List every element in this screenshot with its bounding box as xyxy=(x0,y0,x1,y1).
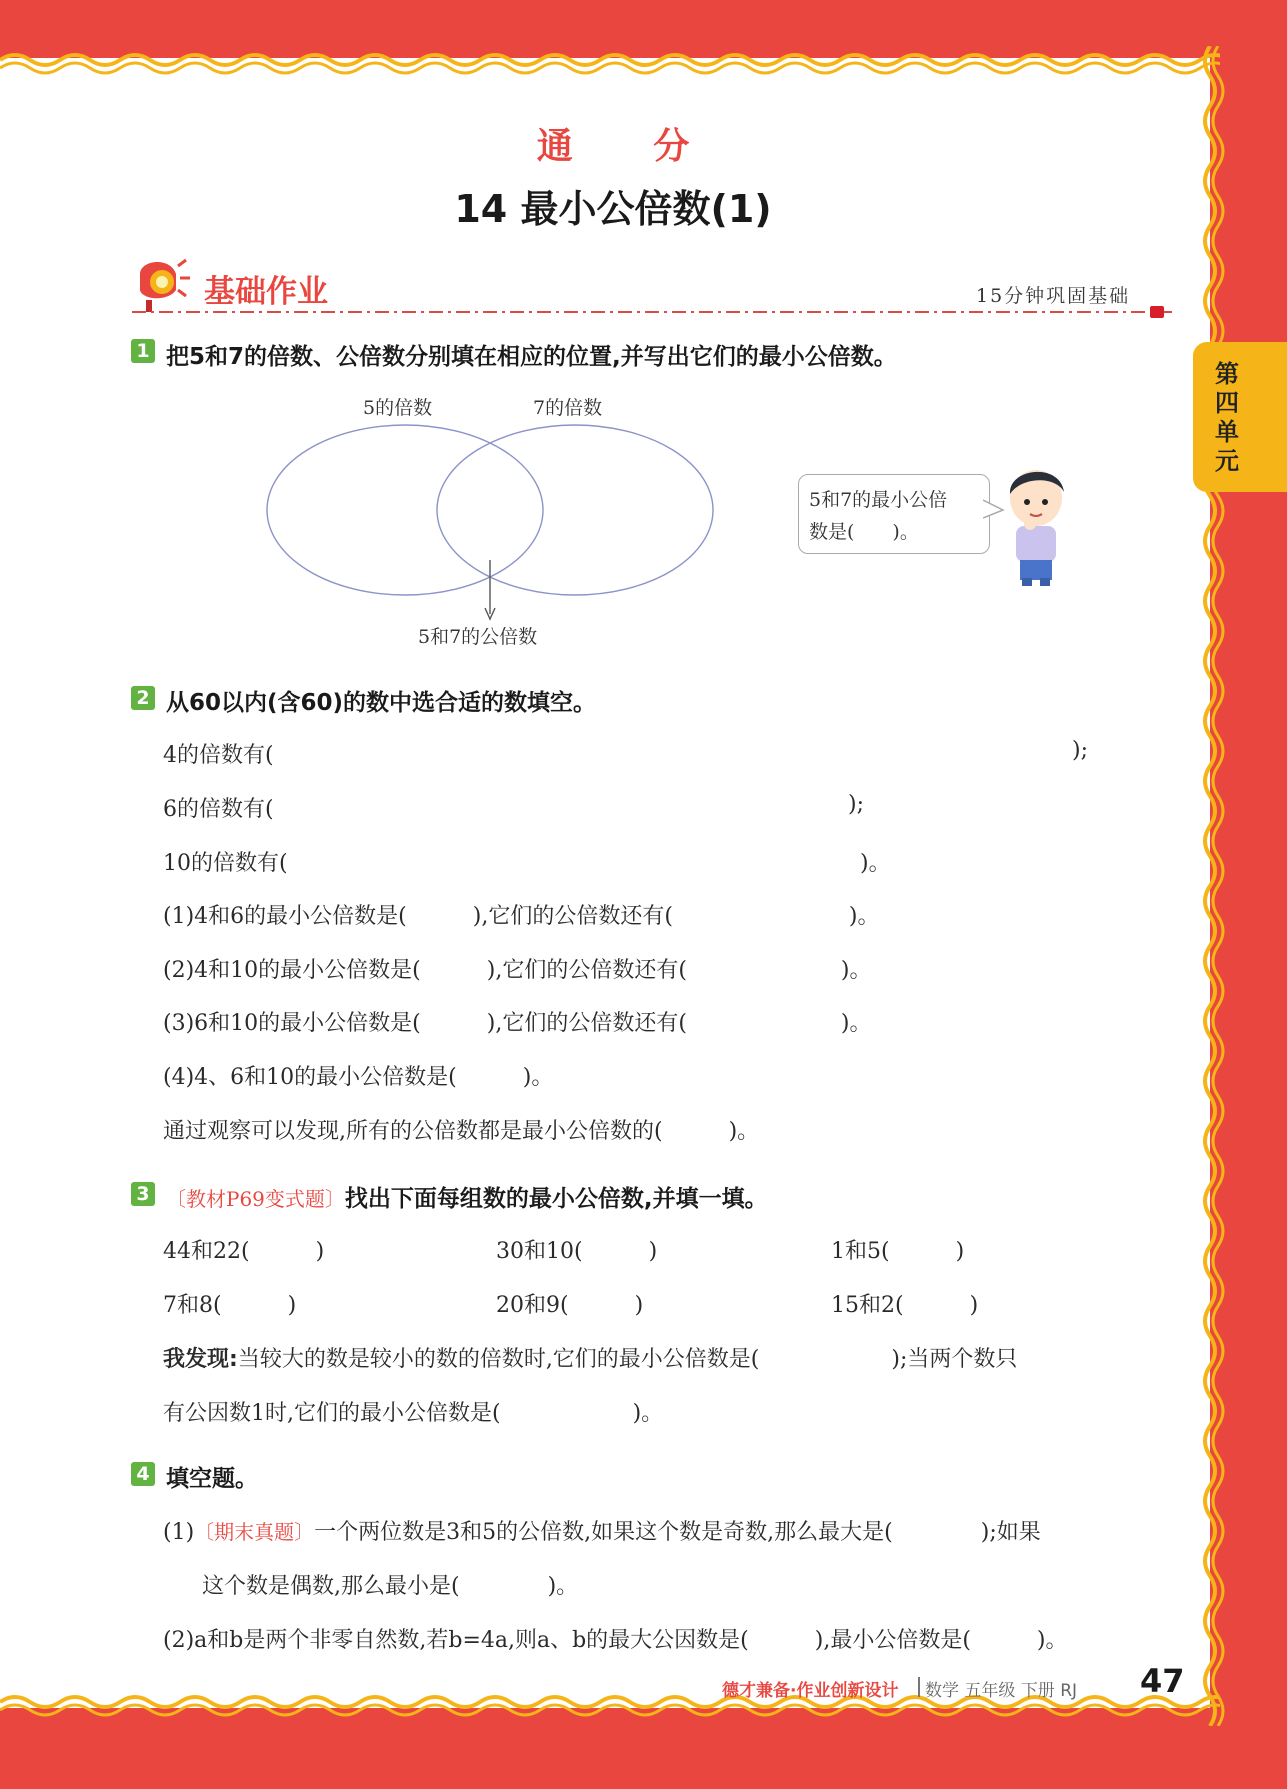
q4-item-1-text-1: 一个两位数是3和5的公倍数,如果这个数是奇数,那么最大是( );如果 xyxy=(314,1520,1041,1545)
q3-pair-20-9: 20和9( ) xyxy=(496,1293,644,1318)
speech-bubble xyxy=(798,474,990,554)
question-number-3: 3 xyxy=(131,1182,155,1206)
lesson-title: 14 最小公倍数(1) xyxy=(454,187,772,231)
footer-separator xyxy=(918,1677,920,1697)
q3-finding-label: 我发现: xyxy=(163,1347,238,1372)
q4-item-1-line-1 xyxy=(163,1515,1041,1546)
lesson-topic: 通 分 xyxy=(536,126,724,167)
section-divider xyxy=(132,311,1172,313)
q2-item-1: (1)4和6的最小公倍数是( ),它们的公倍数还有( )。 xyxy=(163,904,880,929)
q2-multiples-of-10: 10的倍数有( xyxy=(163,851,288,876)
q4-prompt: 填空题。 xyxy=(166,1466,258,1492)
megaphone-icon xyxy=(132,256,192,314)
venn-right-label: 7的倍数 xyxy=(533,397,603,419)
q3-prompt-line xyxy=(166,1180,768,1213)
q2-multiples-of-10-close: )。 xyxy=(860,851,891,876)
q2-multiples-of-6: 6的倍数有( xyxy=(163,797,274,822)
q3-prompt: 找出下面每组数的最小公倍数,并填一填。 xyxy=(344,1186,768,1212)
q4-item-1-line-2: 这个数是偶数,那么最小是( )。 xyxy=(202,1574,579,1599)
q1-prompt: 把5和7的倍数、公倍数分别填在相应的位置,并写出它们的最小公倍数。 xyxy=(166,344,897,370)
q4-item-2: (2)a和b是两个非零自然数,若b=4a,则a、b的最大公因数是( ),最小公倍数是( )。 xyxy=(163,1628,1068,1653)
q2-prompt: 从60以内(含60)的数中选合适的数填空。 xyxy=(166,690,597,716)
q2-observation: 通过观察可以发现,所有的公倍数都是最小公倍数的( )。 xyxy=(163,1119,760,1144)
q4-item-1-tag: 〔期末真题〕 xyxy=(194,1520,315,1544)
question-number-4: 4 xyxy=(131,1462,155,1486)
footer-brand: 德才兼备·作业创新设计 xyxy=(722,1681,899,1701)
section-title: 基础作业 xyxy=(204,274,328,310)
q3-pair-15-2: 15和2( ) xyxy=(831,1293,979,1318)
question-number-2: 2 xyxy=(131,686,155,710)
venn-circle-multiples-of-7 xyxy=(437,425,713,595)
q2-item-3: (3)6和10的最小公倍数是( ),它们的公倍数还有( )。 xyxy=(163,1011,872,1036)
unit-tab xyxy=(1193,342,1287,492)
venn-circle-multiples-of-5 xyxy=(267,425,543,595)
boy-character-icon xyxy=(1000,458,1072,588)
page-number: 47 xyxy=(1140,1662,1185,1700)
unit-tab-label: 第四单元 xyxy=(1215,360,1239,475)
q2-multiples-of-4: 4的倍数有( xyxy=(163,743,274,768)
q3-pair-1-5: 1和5( ) xyxy=(831,1239,965,1264)
footer-info: 数学 五年级 下册 RJ xyxy=(925,1681,1078,1701)
wavy-top-border xyxy=(0,46,1220,80)
q3-finding-line-1 xyxy=(163,1342,1017,1373)
q3-source-tag: 〔教材P69变式题〕 xyxy=(166,1187,345,1211)
venn-diagram xyxy=(260,418,720,630)
question-number-1: 1 xyxy=(131,339,155,363)
q2-item-4: (4)4、6和10的最小公倍数是( )。 xyxy=(163,1065,554,1090)
q2-item-2: (2)4和10的最小公倍数是( ),它们的公倍数还有( )。 xyxy=(163,958,872,983)
bubble-line-2: 数是( )。 xyxy=(809,521,919,543)
bubble-line-1: 5和7的最小公倍 xyxy=(809,489,948,511)
q2-multiples-of-6-close: ); xyxy=(848,792,864,817)
divider-end-cap xyxy=(1150,306,1164,318)
q3-pair-7-8: 7和8( ) xyxy=(163,1293,297,1318)
venn-common-label: 5和7的公倍数 xyxy=(418,626,538,648)
q2-multiples-of-4-close: ); xyxy=(1072,738,1088,763)
q4-item-1-prefix: (1) xyxy=(163,1520,195,1545)
venn-left-label: 5的倍数 xyxy=(363,397,433,419)
q3-pair-44-22: 44和22( ) xyxy=(163,1239,325,1264)
q3-finding-line-2: 有公因数1时,它们的最小公倍数是( )。 xyxy=(163,1401,664,1426)
q3-pair-30-10: 30和10( ) xyxy=(496,1239,658,1264)
q3-finding-text-1: 当较大的数是较小的数的倍数时,它们的最小公倍数是( );当两个数只 xyxy=(237,1347,1018,1372)
wavy-right-border xyxy=(1196,46,1230,1726)
section-subtitle: 15分钟巩固基础 xyxy=(976,285,1131,307)
